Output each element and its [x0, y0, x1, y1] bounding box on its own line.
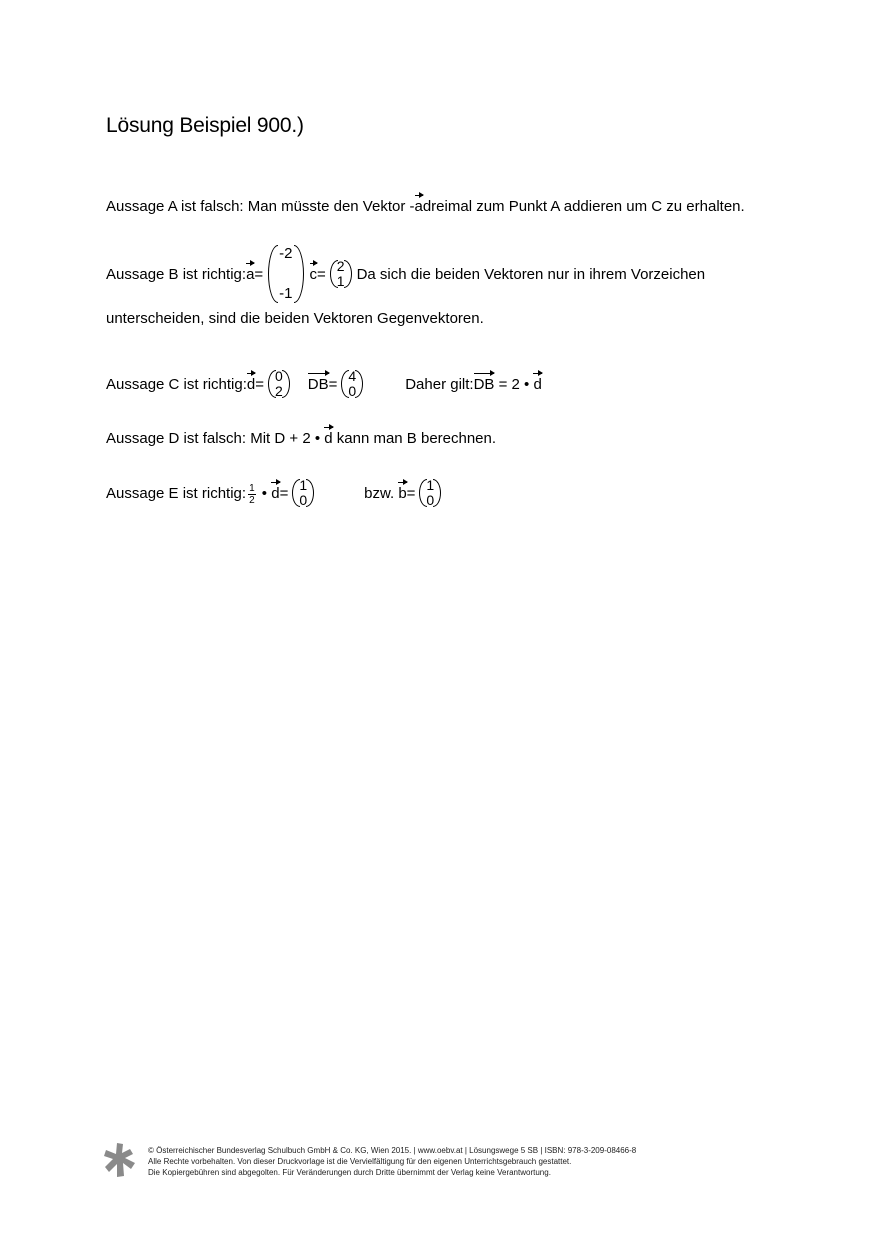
bzw-label: bzw.: [364, 484, 399, 502]
equals-sign: =: [279, 484, 289, 502]
column-vector-db: [341, 370, 363, 398]
result-y: 0: [299, 492, 308, 508]
equals-sign: =: [406, 484, 416, 502]
column-vector-d: [268, 370, 290, 398]
vector-d: d: [271, 484, 280, 502]
statement-b-prefix: Aussage B ist richtig:: [106, 265, 247, 283]
vector-db: DB: [307, 375, 329, 393]
statement-b-continuation: unterscheiden, sind die beiden Vektoren Gegenvektoren.: [106, 310, 484, 327]
vector-a: a: [246, 265, 255, 283]
vector-db-y: 0: [348, 383, 357, 399]
column-vector-result: [292, 479, 314, 507]
vector-a-x: -2: [279, 245, 293, 262]
statement-a-text: Aussage A ist falsch: Man müsste den Vektor -: [106, 198, 415, 215]
vector-a: a: [414, 198, 423, 215]
vector-d: d: [533, 375, 542, 393]
vector-a-y: -1: [279, 285, 293, 302]
footer-copyright: [148, 1145, 636, 1178]
vector-c-x: 2: [336, 258, 345, 274]
equals-sign: =: [328, 375, 338, 393]
statement-b: [106, 245, 705, 303]
statement-c-prefix: Aussage C ist richtig:: [106, 375, 247, 393]
fraction-denominator: 2: [249, 494, 255, 506]
vector-d-x: 0: [275, 368, 283, 384]
footer-line-2: Alle Rechte vorbehalten. Von dieser Druckvorlage ist die Vervielfältigung für den eigenen Unterrichtsgebrauch gestattet.: [148, 1157, 572, 1166]
vector-d: d: [246, 375, 256, 393]
vector-c: c: [309, 265, 318, 283]
column-vector-a: [268, 245, 303, 303]
statement-e: [106, 479, 443, 507]
equals-sign: =: [317, 265, 326, 283]
statement-e-prefix: Aussage E ist richtig:: [106, 484, 247, 502]
vector-db-x: 4: [348, 368, 357, 384]
footer-line-1: © Österreichischer Bundesverlag Schulbuch GmbH & Co. KG, Wien 2015. | www.oebv.at | Lösungswege 5 SB | ISBN: 978-3-209-08466-8: [148, 1146, 637, 1155]
vector-b-x: 1: [426, 477, 435, 493]
vector-d: d: [324, 430, 333, 447]
statement-a-rest: dreimal zum Punkt A addieren um C zu erhalten.: [422, 198, 745, 215]
column-vector-c: [330, 260, 352, 288]
statement-c: [106, 370, 542, 398]
multiply-dot: •: [257, 484, 272, 502]
fraction-numerator: 1: [249, 482, 255, 494]
vector-b: b: [398, 484, 407, 502]
statement-d: [106, 430, 496, 447]
equation-text: = 2 •: [494, 375, 534, 393]
vector-db: DB: [473, 375, 495, 393]
statement-d-rest: kann man B berechnen.: [332, 430, 497, 447]
statement-d-text: Aussage D ist falsch: Mit D + 2 •: [106, 430, 325, 447]
result-x: 1: [299, 477, 308, 493]
equals-sign: =: [255, 375, 264, 393]
equals-sign: =: [254, 265, 264, 283]
publisher-logo-icon: [104, 1143, 136, 1177]
conclusion-label: Daher gilt:: [405, 375, 474, 393]
fraction-one-half: [248, 483, 256, 506]
page-title: Lösung Beispiel 900.): [106, 114, 304, 137]
footer-line-3: Die Kopiergebühren sind abgegolten. Für Veränderungen durch Dritte übernimmt der Verlag keine Verantwortung.: [148, 1168, 551, 1177]
vector-b-y: 0: [426, 492, 435, 508]
statement-b-rest: Da sich die beiden Vektoren nur in ihrem Vorzeichen: [356, 265, 706, 283]
column-vector-b: [419, 479, 441, 507]
statement-a: [106, 198, 745, 215]
vector-c-y: 1: [336, 273, 345, 289]
vector-d-y: 2: [275, 383, 283, 399]
